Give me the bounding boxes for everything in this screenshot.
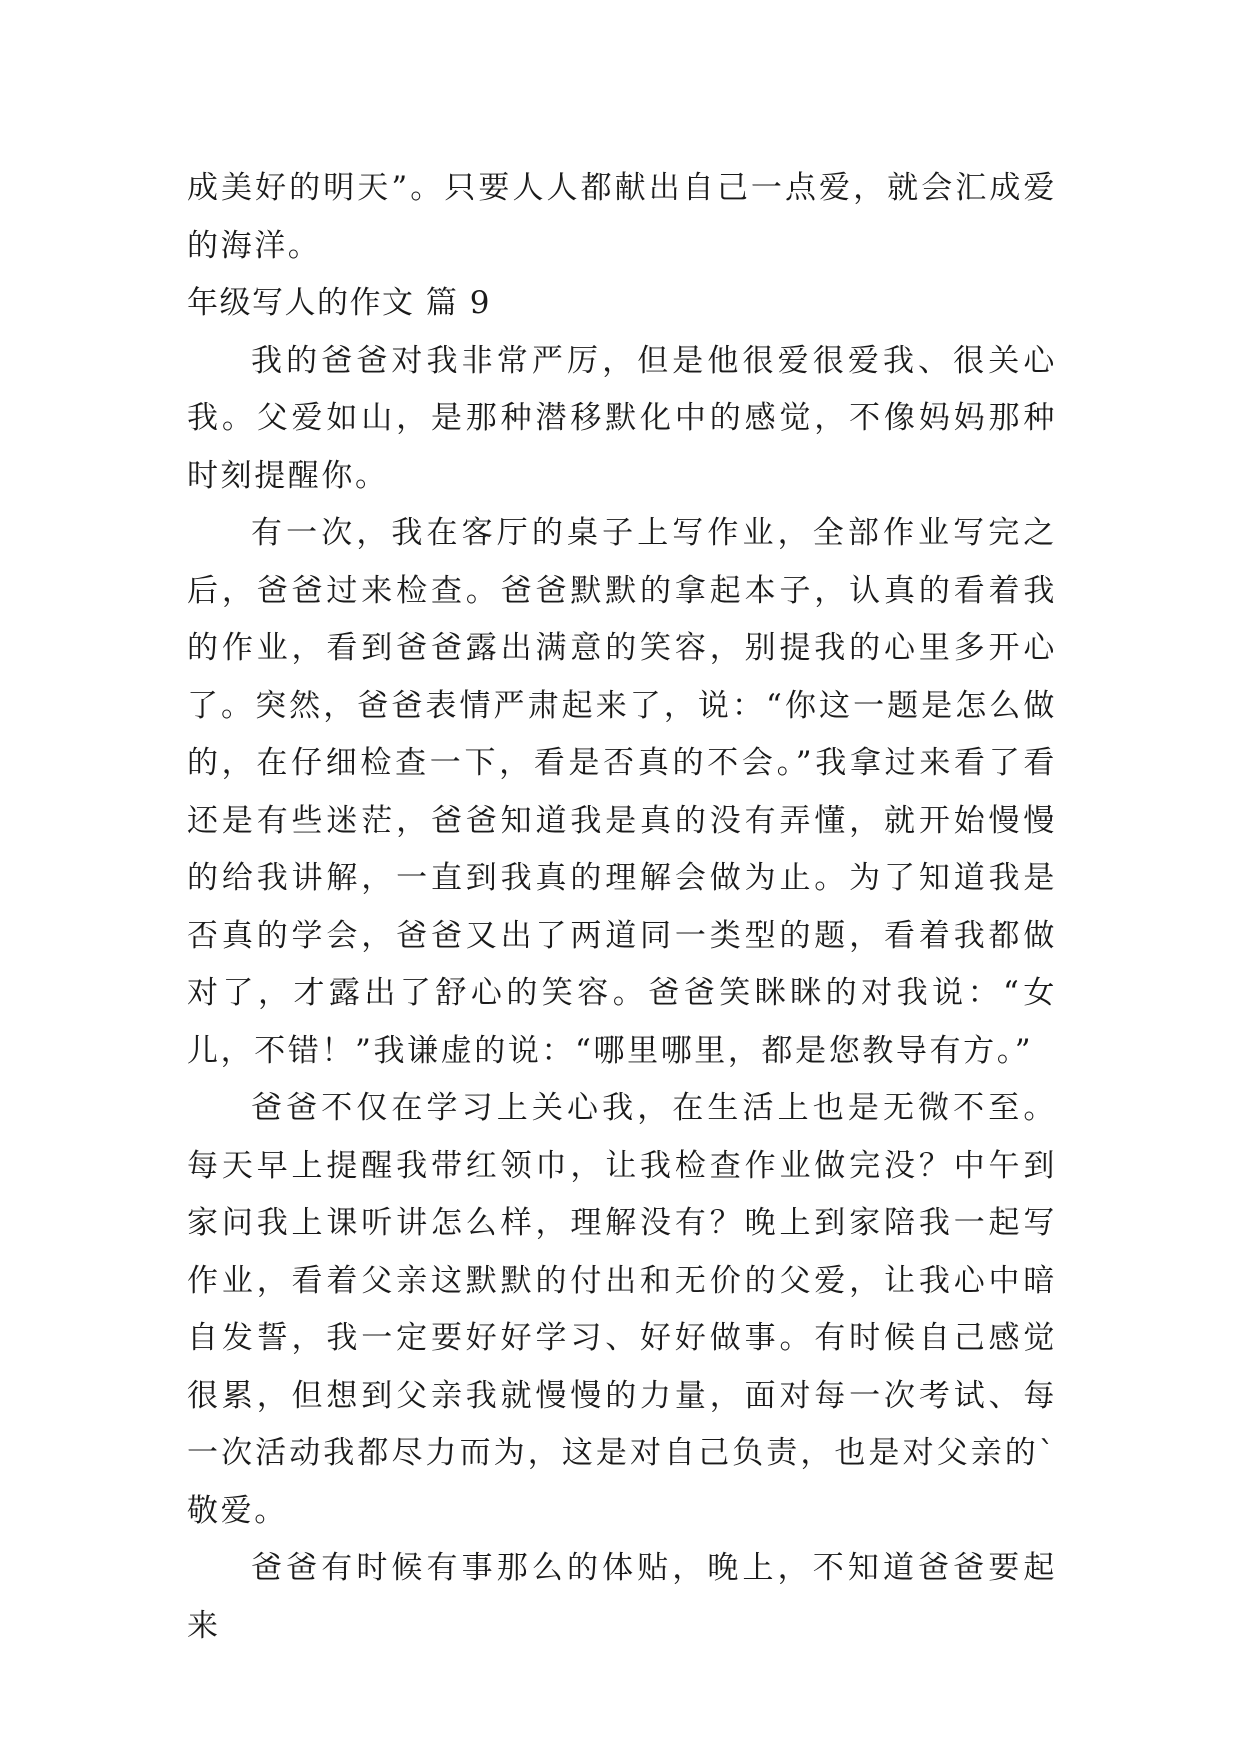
document-page [187,160,1057,1655]
body-paragraph-4: 爸爸有时候有事那么的体贴，晚上，不知道爸爸要起来 [187,1550,1057,1644]
body-paragraph-3: 爸爸不仅在学习上关心我，在生活上也是无微不至。每天早上提醒我带红领巾，让我检查作业做完没？中午到家问我上课听讲怎么样，理解没有？晚上到家陪我一起写作业，看着父亲这默默的付出和无价的父爱，让我心中暗自发誓，我一定要好好学习、好好做事。有时候自己感觉很累，但想到父亲我就慢慢的力量，面对每一次考试、每一次活动我都尽力而为，这是对自己负责，也是对父亲的`敬爱。 [187,1090,1057,1529]
body-paragraph-2: 有一次，我在客厅的桌子上写作业，全部作业写完之后，爸爸过来检查。爸爸默默的拿起本子，认真的看着我的作业，看到爸爸露出满意的笑容，别提我的心里多开心了。突然，爸爸表情严肃起来了，说：“你这一题是怎么做的，在仔细检查一下，看是否真的不会。”我拿过来看了看还是有些迷茫，爸爸知道我是真的没有弄懂，就开始慢慢的给我讲解，一直到我真的理解会做为止。为了知道我是否真的学会，爸爸又出了两道同一类型的题，看着我都做对了，才露出了舒心的笑容。爸爸笑眯眯的对我说：“女儿，不错！”我谦虚的说：“哪里哪里，都是您教导有方。” [187,515,1057,1069]
body-paragraph-1: 我的爸爸对我非常严厉，但是他很爱很爱我、很关心我。父爱如山，是那种潜移默化中的感觉，不像妈妈那种时刻提醒你。 [187,342,1057,494]
section-heading: 年级写人的作文 篇 9 [187,285,491,321]
continuation-paragraph: 成美好的明天”。只要人人都献出自己一点爱，就会汇成爱的海洋。 [187,170,1057,264]
